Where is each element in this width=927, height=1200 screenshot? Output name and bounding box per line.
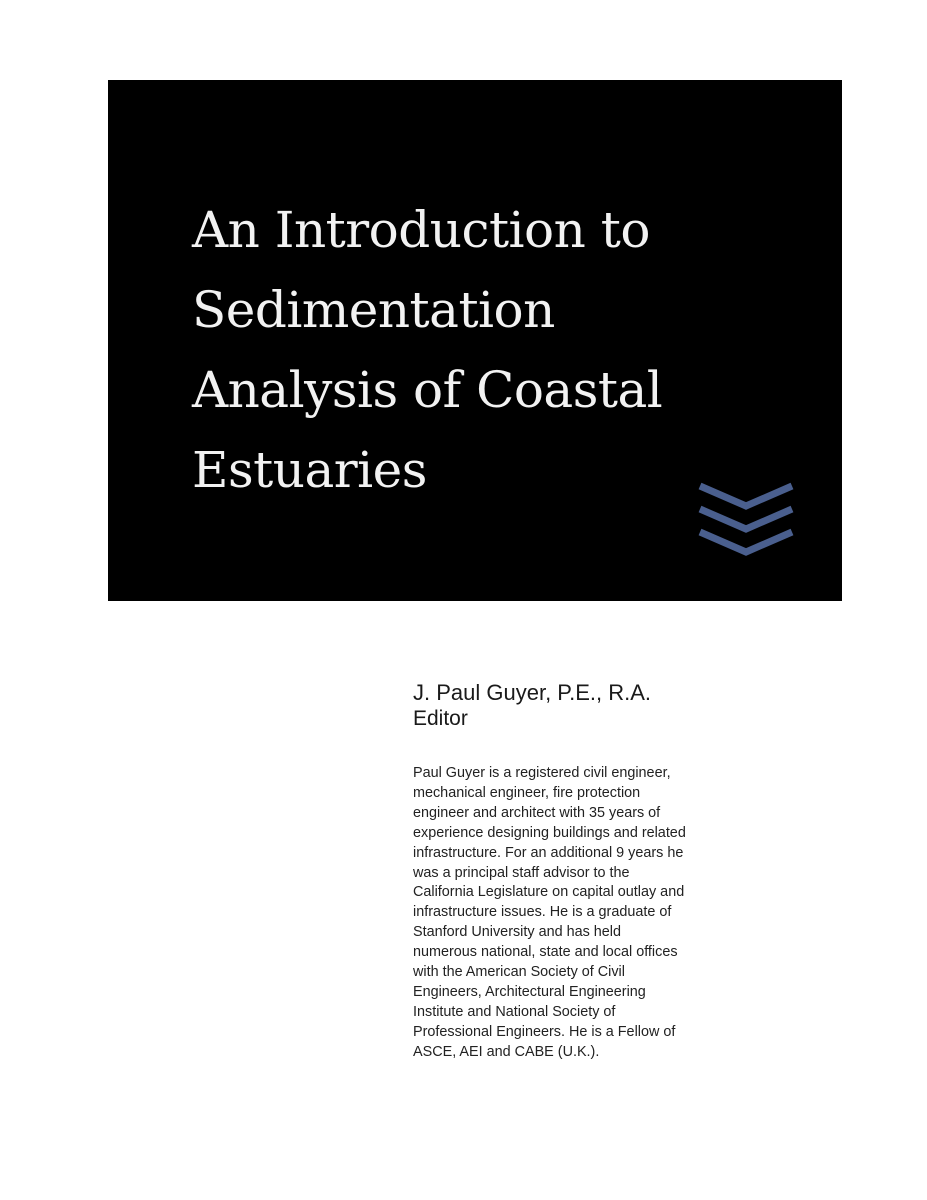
title-line: Sedimentation	[192, 281, 555, 339]
bio-line: Stanford University and has held	[413, 924, 621, 941]
bio-line: numerous national, state and local offices	[413, 944, 678, 961]
bio-line: engineer and architect with 35 years of	[413, 804, 661, 821]
author-block	[413, 680, 813, 1063]
bio-line: experience designing buildings and related	[413, 824, 686, 841]
author-bio	[413, 764, 773, 1063]
title-line: An Introduction to	[192, 201, 650, 259]
triple-chevron-down-icon	[694, 480, 798, 560]
bio-line: mechanical engineer, fire protection	[413, 784, 641, 801]
bio-line: Paul Guyer is a registered civil engineer,	[413, 765, 671, 781]
bio-line: California Legislature on capital outlay and	[413, 884, 685, 901]
bio-line: with the American Society of Civil	[413, 964, 625, 981]
title-line: Analysis of Coastal	[192, 361, 663, 419]
author-name: J. Paul Guyer, P.E., R.A.	[413, 680, 652, 705]
author-role: Editor	[413, 707, 468, 730]
bio-line: was a principal staff advisor to the	[413, 864, 630, 881]
bio-line: infrastructure. For an additional 9 years he	[413, 844, 684, 861]
bio-line: Institute and National Society of	[413, 1003, 616, 1020]
bio-line: ASCE, AEI and CABE (U.K.).	[413, 1043, 600, 1060]
bio-line: infrastructure issues. He is a graduate of	[413, 904, 672, 921]
cover-panel	[108, 80, 842, 601]
bio-line: Engineers, Architectural Engineering	[413, 983, 646, 1000]
bio-line: Professional Engineers. He is a Fellow of	[413, 1023, 676, 1040]
book-title	[192, 190, 792, 510]
title-line: Estuaries	[192, 441, 427, 499]
